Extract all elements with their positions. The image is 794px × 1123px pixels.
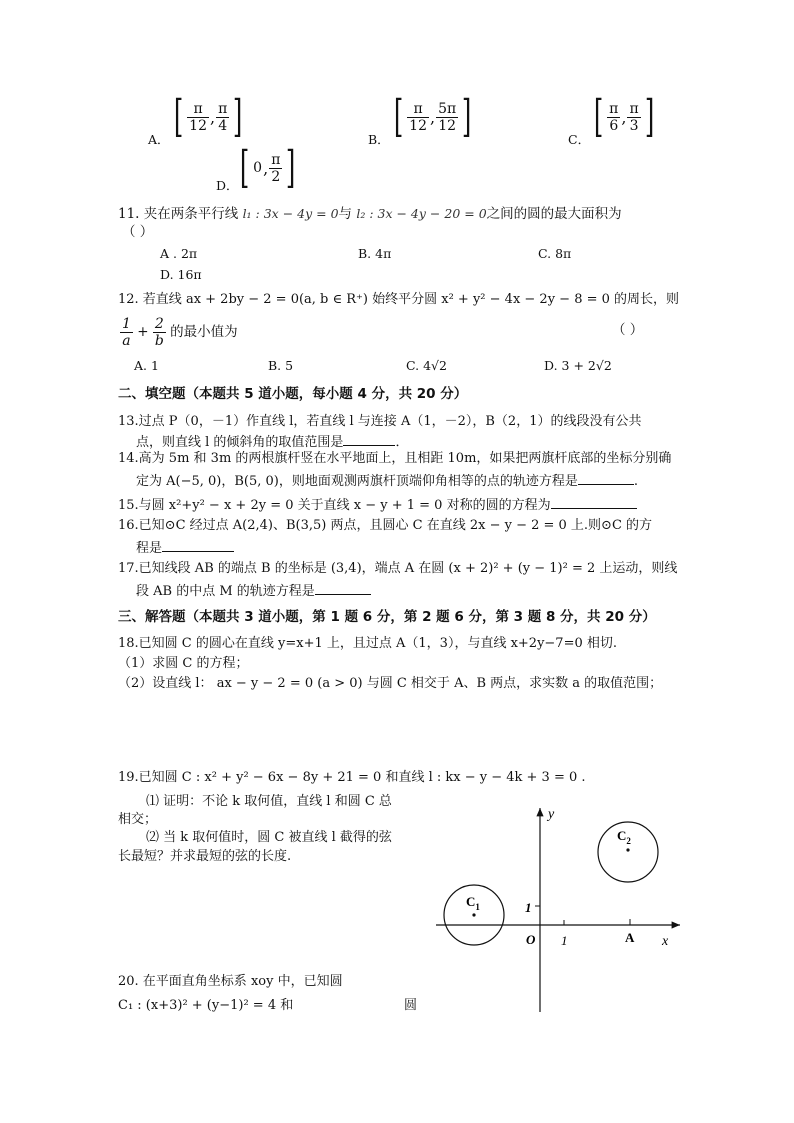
q17-line2 (136, 580, 371, 602)
q14-line1: 14.高为 5m 和 3m 的两根旗杆竖在水平地面上，且相距 10m，如果把两旗杆底部的坐标分别确 (118, 451, 672, 466)
q10-c-lo-den: 6 (609, 117, 619, 134)
q15-text: 15.与圆 x²+y² − x + 2y = 0 关于直线 x − y + 1 = 0 对称的圆的方程为 (118, 498, 551, 513)
c1-label-sub: 1 (475, 902, 480, 912)
q12-stem-line1: 12. 若直线 ax + 2by − 2 = 0(a, b ∈ R⁺) 始终平分圆 x² + y² − 4x − 2y − 8 = 0 的周长，则 (118, 292, 680, 307)
q13-end: ． (395, 435, 409, 450)
q11-stem (118, 204, 622, 224)
q11-prefix: 11. 夹在两条平行线 (118, 206, 239, 222)
q12-option-d: D. 3 + 2√2 (544, 358, 612, 373)
y-unit-label: 1 (525, 900, 532, 915)
q14-line2 (136, 470, 638, 492)
q10-c-hi-num: π (629, 100, 639, 117)
c2-label-main: C (617, 828, 627, 843)
q13-answer-blank[interactable] (343, 431, 395, 446)
q12-frac2-num: 2 (153, 316, 166, 333)
q12-answer-paren: （ ） (612, 322, 644, 338)
q10-d-lo: 0 (253, 160, 263, 176)
q10-b-lo-num: π (407, 101, 429, 118)
q20-line2-end: 圆 (404, 998, 418, 1013)
q10-a-lo-num: π (187, 101, 209, 118)
q10-option-c-interval: [ $\frac{\pi}{6}$ , $\frac{\pi}{3}$ ] (593, 91, 654, 142)
q10-option-c-label: C． (568, 132, 591, 147)
q14-end: . (633, 474, 639, 489)
section-fill-in-heading: 二、填空题（本题共 5 道小题，每小题 4 分，共 20 分） (118, 386, 468, 402)
q19-part2-a: ⑵ 当 k 取何值时，圆 C 被直线 l 截得的弦 (146, 830, 392, 845)
c2-label (617, 828, 631, 846)
q10-option-a-label: A． (148, 132, 170, 147)
circle-c2 (598, 822, 658, 882)
q11-line-l1: l₁ : 3x − 4y = 0 (242, 206, 339, 221)
c1-label-main: C (466, 894, 476, 909)
q11-mid: 与 (338, 206, 353, 222)
q14-line2-text: 定为 A(−5, 0)，B(5, 0)，则地面观测两旗杆顶端仰角相等的点的轨迹方程是 (136, 474, 578, 489)
q11-answer-paren: （ ） (122, 224, 154, 240)
origin-label: O (526, 932, 536, 947)
q11-option-c: C. 8π (538, 246, 572, 261)
q16-answer-blank[interactable] (162, 537, 234, 552)
q14-answer-blank[interactable] (578, 470, 634, 485)
y-axis-label: y (548, 807, 555, 822)
q18-part2: （2）设直线 l： ax − y − 2 = 0 (a > 0) 与圆 C 相交于 A、B 两点，求实数 a 的取值范围； (118, 676, 663, 691)
q10-c-lo-num: π (609, 100, 619, 117)
q15-line (118, 494, 637, 516)
q18-line1: 18.已知圆 C 的圆心在直线 y=x+1 上，且过点 A（1，3），与直线 x+2y−7=0 相切. (118, 636, 618, 651)
c1-label (466, 894, 480, 912)
q17-line1: 17.已知线段 AB 的端点 B 的坐标是 (3,4)，端点 A 在圆 (x + 2)² + (y − 1)² = 2 上运动，则线 (118, 561, 678, 576)
q10-d-hi-num: π (271, 151, 281, 168)
q10-c-hi-den: 3 (629, 117, 639, 134)
q11-option-a: A . 2π (160, 246, 198, 261)
section-answer-heading: 三、解答题（本题共 3 道小题，第 1 题 6 分，第 2 题 6 分，第 3 题 8 分，共 20 分） (118, 609, 656, 625)
q16-line1: 16.已知⊙C 经过点 A(2,4)、B(3,5) 两点，且圆心 C 在直线 2x − y − 2 = 0 上.则⊙C 的方 (118, 518, 653, 533)
q16-line2 (136, 537, 234, 559)
q12-option-b: B. 5 (268, 358, 294, 373)
q12-plus: + (137, 324, 149, 340)
q19-part2-b: 长最短？并求最短的弦的长度. (118, 849, 292, 864)
q10-b-hi-den: 12 (438, 117, 457, 134)
q19-part1-b: 相交； (118, 812, 158, 827)
q19-line1: 19.已知圆 C : x² + y² − 6x − 8y + 21 = 0 和直线 l : kx − y − 4k + 3 = 0 . (118, 770, 586, 785)
q12-tail: 的最小值为 (170, 324, 238, 340)
q10-b-lo-den: 12 (409, 117, 427, 134)
q12-option-a: A. 1 (134, 358, 159, 373)
q11-suffix: 之间的圆的最大面积为 (486, 206, 622, 222)
q10-a-lo-den: 12 (189, 117, 207, 134)
q16-line2-text: 程是 (136, 541, 163, 556)
q20-line2: C₁ : (x+3)² + (y−1)² = 4 和 (118, 998, 294, 1013)
x-axis-label: x (662, 934, 669, 949)
coordinate-figure (430, 800, 690, 1020)
q10-option-d-label: D． (216, 178, 239, 193)
q10-a-hi-num: π (218, 100, 228, 117)
q12-frac1-den: a (122, 333, 131, 349)
q12-stem-line2 (120, 312, 238, 352)
q10-option-b-label: B． (368, 132, 390, 147)
c2-center-dot (626, 848, 629, 851)
c1-center-dot (472, 913, 475, 916)
q11-line-l2: l₂ : 3x − 4y − 20 = 0 (356, 206, 487, 221)
point-a-label: A (625, 930, 635, 945)
q10-a-hi-den: 4 (218, 117, 228, 134)
q10-b-hi-num: 5π (438, 100, 457, 117)
q10-option-b-interval: [ $\frac{\pi}{12}$ , $\frac{5\pi}{12}$ ] (393, 91, 472, 142)
q11-option-b: B. 4π (358, 246, 392, 261)
q12-frac2-den: b (154, 333, 164, 349)
q10-option-a-interval: [ $\frac{\pi}{12}$ , $\frac{\pi}{4}$ ] (173, 91, 243, 142)
q10-option-d-interval: [ 0 , $\frac{\pi}{2}$ ] (239, 142, 296, 193)
q18-part1: （1）求圆 C 的方程； (118, 656, 249, 671)
c2-label-sub: 2 (626, 836, 631, 846)
q15-answer-blank[interactable] (551, 494, 637, 509)
q13-line1: 13.过点 P（0，－1）作直线 l，若直线 l 与连接 A（1，－2），B（2，1）的线段没有公共 (118, 414, 642, 429)
q11-option-d: D. 16π (160, 267, 202, 282)
q19-part1-a: ⑴ 证明：不论 k 取何值，直线 l 和圆 C 总 (146, 794, 392, 809)
q13-line2-text: 点，则直线 l 的倾斜角的取值范围是 (136, 435, 344, 450)
q17-line2-text: 段 AB 的中点 M 的轨迹方程是 (136, 584, 315, 599)
q17-answer-blank[interactable] (315, 580, 371, 595)
x-unit-label: 1 (561, 933, 568, 948)
q10-d-hi-den: 2 (271, 168, 281, 185)
q12-frac1-num: 1 (122, 316, 131, 332)
q12-option-c: C. 4√2 (406, 358, 447, 373)
q20-line1: 20. 在平面直角坐标系 xoy 中，已知圆 (118, 974, 343, 989)
